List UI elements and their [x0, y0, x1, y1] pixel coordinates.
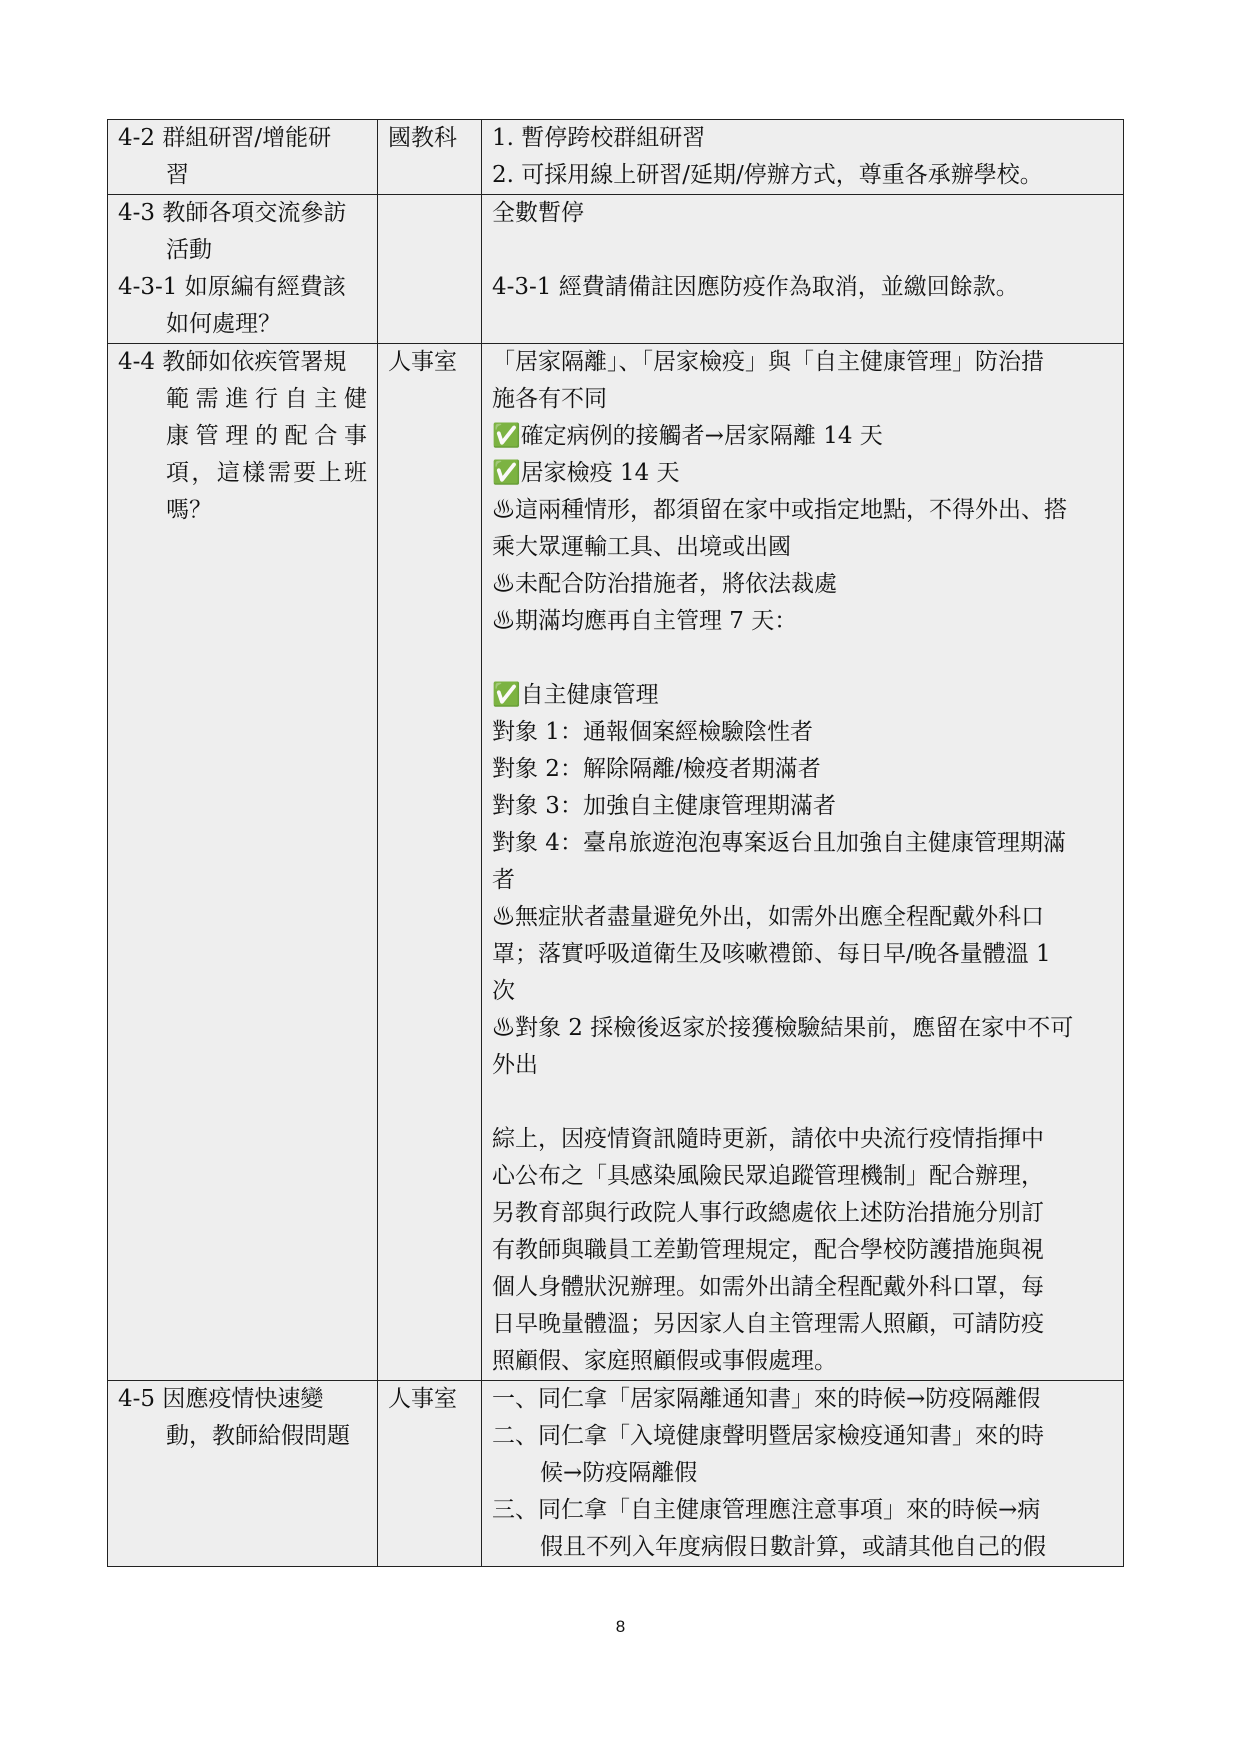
topic-line: 範需進行自主健 [166, 386, 367, 412]
content-cell [482, 1381, 1124, 1567]
content-line: 次 [492, 978, 515, 1004]
content-line: 對象 3：加強自主健康管理期滿者 [492, 793, 836, 819]
topic-line: 如何處理？ [166, 311, 281, 337]
unit-cell: 人事室 [378, 1381, 482, 1567]
topic-line: 4-3 教師各項交流參訪 [118, 200, 347, 226]
unit-cell: 國教科 [378, 120, 482, 195]
topic-line: 習 [166, 162, 189, 188]
page-number: 8 [615, 1617, 626, 1636]
content-line: 2. 可採用線上研習/延期/停辦方式，尊重各承辦學校。 [492, 162, 1043, 188]
content-line: 假且不列入年度病假日數計算，或請其他自己的假 [540, 1534, 1046, 1560]
content-line: 三、同仁拿「自主健康管理應注意事項」來的時候→病 [492, 1497, 1041, 1523]
content-line: 另教育部與行政院人事行政總處依上述防治措施分別訂 [492, 1200, 1044, 1226]
content-cell [482, 344, 1124, 1381]
content-line: 者 [492, 867, 515, 893]
topic-line: 嗎？ [166, 497, 212, 523]
unit-cell [378, 195, 482, 344]
content-line: ♨對象 2 採檢後返家於接獲檢驗結果前，應留在家中不可 [492, 1015, 1074, 1041]
topic-cell [108, 344, 378, 1381]
guidance-table [107, 119, 1124, 1567]
content-line: 二、同仁拿「入境健康聲明暨居家檢疫通知書」來的時 [492, 1423, 1044, 1449]
content-line: 心公布之「具感染風險民眾追蹤管理機制」配合辦理， [492, 1163, 1044, 1189]
content-line: 施各有不同 [492, 386, 607, 412]
content-line: 個人身體狀況辦理。如需外出請全程配戴外科口罩，每 [492, 1274, 1044, 1300]
topic-cell [108, 120, 378, 195]
content-line: 對象 2：解除隔離/檢疫者期滿者 [492, 756, 821, 782]
topic-line: 康管理的配合事 [166, 423, 367, 449]
content-line: 全數暫停 [492, 200, 584, 226]
content-cell [482, 120, 1124, 195]
topic-line: 4-4 教師如依疾管署規 [118, 349, 347, 375]
content-cell [482, 195, 1124, 344]
content-line: 罩；落實呼吸道衛生及咳嗽禮節、每日早/晚各量體溫 1 [492, 941, 1051, 967]
topic-line: 4-2 群組研習/增能研 [118, 125, 332, 151]
content-line [492, 232, 1113, 269]
content-line: 4-3-1 經費請備註因應防疫作為取消，並繳回餘款。 [492, 274, 1019, 300]
topic-line: 4-3-1 如原編有經費該 [118, 274, 346, 300]
content-line [492, 640, 1113, 677]
content-line: 1. 暫停跨校群組研習 [492, 125, 706, 151]
content-spacer [492, 306, 1113, 343]
content-line: 候→防疫隔離假 [540, 1460, 698, 1486]
table-row [108, 1381, 1124, 1567]
topic-line: 項，這樣需要上班 [166, 460, 367, 486]
content-line: 對象 4：臺帛旅遊泡泡專案返台且加強自主健康管理期滿 [492, 830, 1066, 856]
content-line: 照顧假、家庭照顧假或事假處理。 [492, 1348, 837, 1374]
topic-cell [108, 195, 378, 344]
topic-line: 動，教師給假問題 [166, 1423, 350, 1449]
content-line: 外出 [492, 1052, 538, 1078]
content-line: ♨未配合防治措施者，將依法裁處 [492, 571, 837, 597]
content-line: 綜上，因疫情資訊隨時更新，請依中央流行疫情指揮中 [492, 1126, 1044, 1152]
unit-cell: 人事室 [378, 344, 482, 1381]
content-line: 一、同仁拿「居家隔離通知書」來的時候→防疫隔離假 [492, 1386, 1041, 1412]
content-line: 「居家隔離」、「居家檢疫」與「自主健康管理」防治措 [492, 349, 1044, 375]
content-line: ✅居家檢疫 14 天 [492, 460, 680, 486]
topic-cell [108, 1381, 378, 1567]
content-line [492, 1084, 1113, 1121]
content-line: ✅確定病例的接觸者→居家隔離 14 天 [492, 423, 883, 449]
content-line: ♨這兩種情形，都須留在家中或指定地點，不得外出、搭 [492, 497, 1067, 523]
content-line: ✅自主健康管理 [492, 682, 659, 708]
table-row [108, 120, 1124, 195]
content-line: ♨無症狀者盡量避免外出，如需外出應全程配戴外科口 [492, 904, 1044, 930]
content-line: 日早晚量體溫；另因家人自主管理需人照顧，可請防疫 [492, 1311, 1044, 1337]
content-line: 乘大眾運輸工具、出境或出國 [492, 534, 791, 560]
content-line: 有教師與職員工差勤管理規定，配合學校防護措施與視 [492, 1237, 1044, 1263]
topic-line: 活動 [166, 237, 212, 263]
table-row [108, 344, 1124, 1381]
table-row [108, 195, 1124, 344]
content-line: ♨期滿均應再自主管理 7 天： [492, 608, 798, 634]
content-line: 對象 1：通報個案經檢驗陰性者 [492, 719, 813, 745]
topic-line: 4-5 因應疫情快速變 [118, 1386, 324, 1412]
